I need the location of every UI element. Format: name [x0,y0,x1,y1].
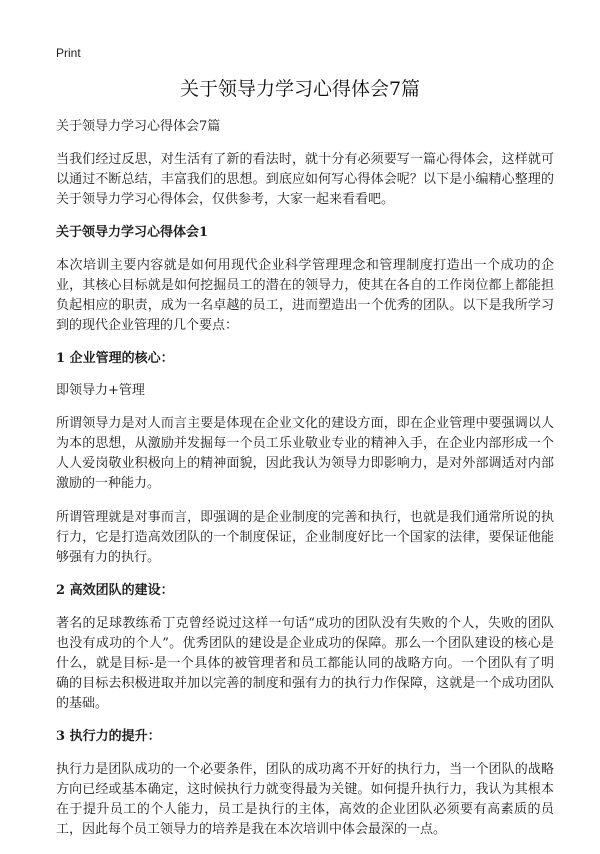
print-link[interactable]: Print [56,46,81,60]
article-body [56,118,554,854]
section1-heading: 1 企业管理的核心： [56,351,174,366]
section1-paragraph-1: 所谓领导力是对人而言主要是体现在企业文化的建设方面，即在企业管理中要强调以人为本的思想，从激励并发掘每一个员工乐业敬业专业的精神入手，在企业内部形成一个人人爱岗敬业积极向上的精神面貌，因此我认为领导力即影响力，是对外部调适对内部激励的一种能力。 [56,416,554,491]
section1-formula: 即领导力+管理 [56,383,145,398]
page-title: 关于领导力学习心得体会7篇 [179,78,421,100]
section1-paragraph-2: 所谓管理就是对事而言，即强调的是企业制度的完善和执行，也就是我们通常所说的执行力，它是打造高效团队的一个制度保证，企业制度好比一个国家的法律，要保证他能够强有力的执行。 [56,510,554,565]
article-heading: 关于领导力学习心得体会1 [56,225,209,240]
section3-heading: 3 执行力的提升： [56,729,161,744]
article-intro-paragraph: 本次培训主要内容就是如何用现代企业科学管理理念和管理制度打造出一个成功的企业，其核心目标就是如何挖掘员工的潜在的领导力，使其在各自的工作岗位都上都能担负起相应的职责，成为一名卓越的员工，进而塑造出一个优秀的团队。以下是我所学习到的现代企业管理的几个要点： [56,258,554,333]
section2-heading: 2 高效团队的建设： [56,583,174,598]
section2-paragraph: 著名的足球教练希丁克曾经说过这样一句话“成功的团队没有失败的个人，失败的团队也没有成功的个人”。优秀团队的建设是企业成功的保障。那么一个团队建设的核心是什么，就是目标-是一个具体的被管理者和员工都能认同的战略方向。一个团队有了明确的目标去积极进取并加以完善的制度和强有力的执行力作保障，这就是一个成功团队的基础。 [56,616,554,711]
section3-paragraph: 执行力是团队成功的一个必要条件，团队的成功离不开好的执行力，当一个团队的战略方向已经或基本确定，这时候执行力就变得最为关键。如何提升执行力，我认为其根本在于提升员工的个人能力，员工是执行的主体，高效的企业团队必须要有高素质的员工，因此每个员工领导力的培养是我在本次培训中体会最深的一点。 [56,762,554,837]
intro-paragraph: 当我们经过反思，对生活有了新的看法时，就十分有必须要写一篇心得体会，这样就可以通过不断总结，丰富我们的思想。到底应如何写心得体会呢？以下是小编精心整理的关于领导力学习心得体会，仅供参考，大家一起来看看吧。 [56,152,554,207]
document-subtitle: 关于领导力学习心得体会7篇 [56,119,221,134]
